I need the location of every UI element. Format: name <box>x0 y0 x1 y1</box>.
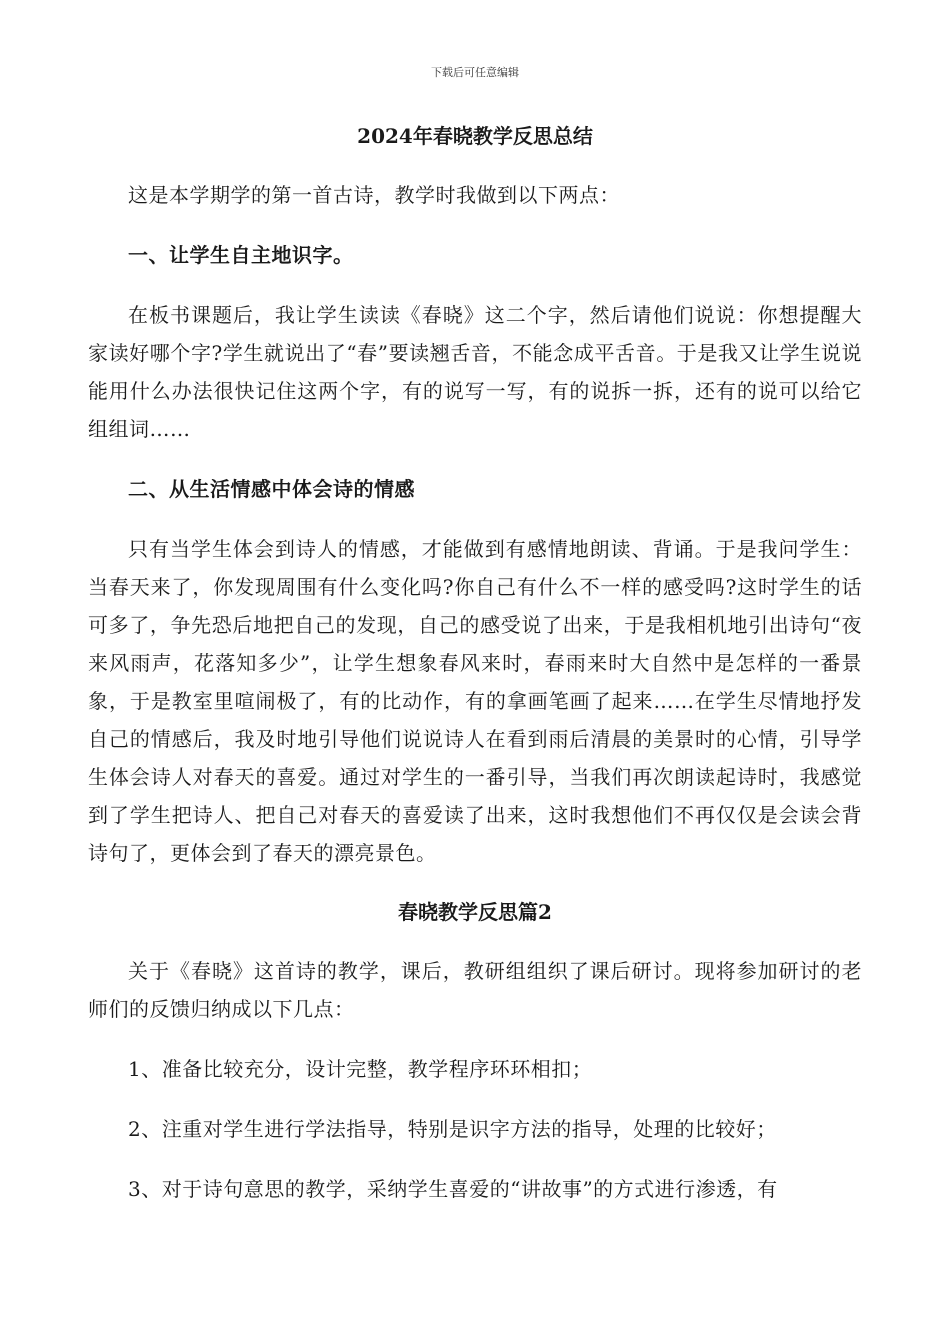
document-body <box>88 118 862 1208</box>
section2-body: 只有当学生体会到诗人的情感，才能做到有感情地朗读、背诵。于是我问学生：当春天来了，你发现周围有什么变化吗?你自己有什么不一样的感受吗?这时学生的话可多了，争先恐后地把自己的发现，自己的感受说了出来，于是我相机地引出诗句“夜来风雨声，花落知多少”，让学生想象春风来时，春雨来时大自然中是怎样的一番景象，于是教室里喧闹极了，有的比动作，有的拿画笔画了起来……在学生尽情地抒发自己的情感后，我及时地引导他们说说诗人在看到雨后清晨的美景时的心情，引导学生体会诗人对春天的喜爱。通过对学生的一番引导，当我们再次朗读起诗时，我感觉到了学生把诗人、把自己对春天的喜爱读了出来，这时我想他们不再仅仅是会读会背诗句了，更体会到了春天的漂亮景色。 <box>88 537 862 865</box>
section1-heading: 一、让学生自主地识字。 <box>128 243 354 267</box>
list-item: 2、注重对学生进行学法指导，特别是识字方法的指导，处理的比较好； <box>128 1117 777 1141</box>
part2-title: 春晓教学反思篇2 <box>398 900 552 924</box>
list-item: 1、准备比较充分，设计完整，教学程序环环相扣； <box>128 1057 593 1081</box>
list-item: 3、对于诗句意思的教学，采纳学生喜爱的“讲故事”的方式进行渗透，有 <box>128 1177 778 1201</box>
section1-body: 在板书课题后，我让学生读读《春晓》这二个字，然后请他们说说：你想提醒大家读好哪个字?学生就说出了“春”要读翘舌音，不能念成平舌音。于是我又让学生说说能用什么办法很快记住这两个字，有的说写一写，有的说拆一拆，还有的说可以给它组组词…… <box>88 303 862 441</box>
document-title: 2024年春晓教学反思总结 <box>357 124 593 148</box>
intro-paragraph: 这是本学期学的第一首古诗，教学时我做到以下两点： <box>128 183 620 207</box>
section2-heading: 二、从生活情感中体会诗的情感 <box>128 477 415 501</box>
part2-intro: 关于《春晓》这首诗的教学，课后，教研组组织了课后研讨。现将参加研讨的老师们的反馈归纳成以下几点： <box>88 959 862 1021</box>
header-note: 下载后可任意编辑 <box>431 66 519 79</box>
